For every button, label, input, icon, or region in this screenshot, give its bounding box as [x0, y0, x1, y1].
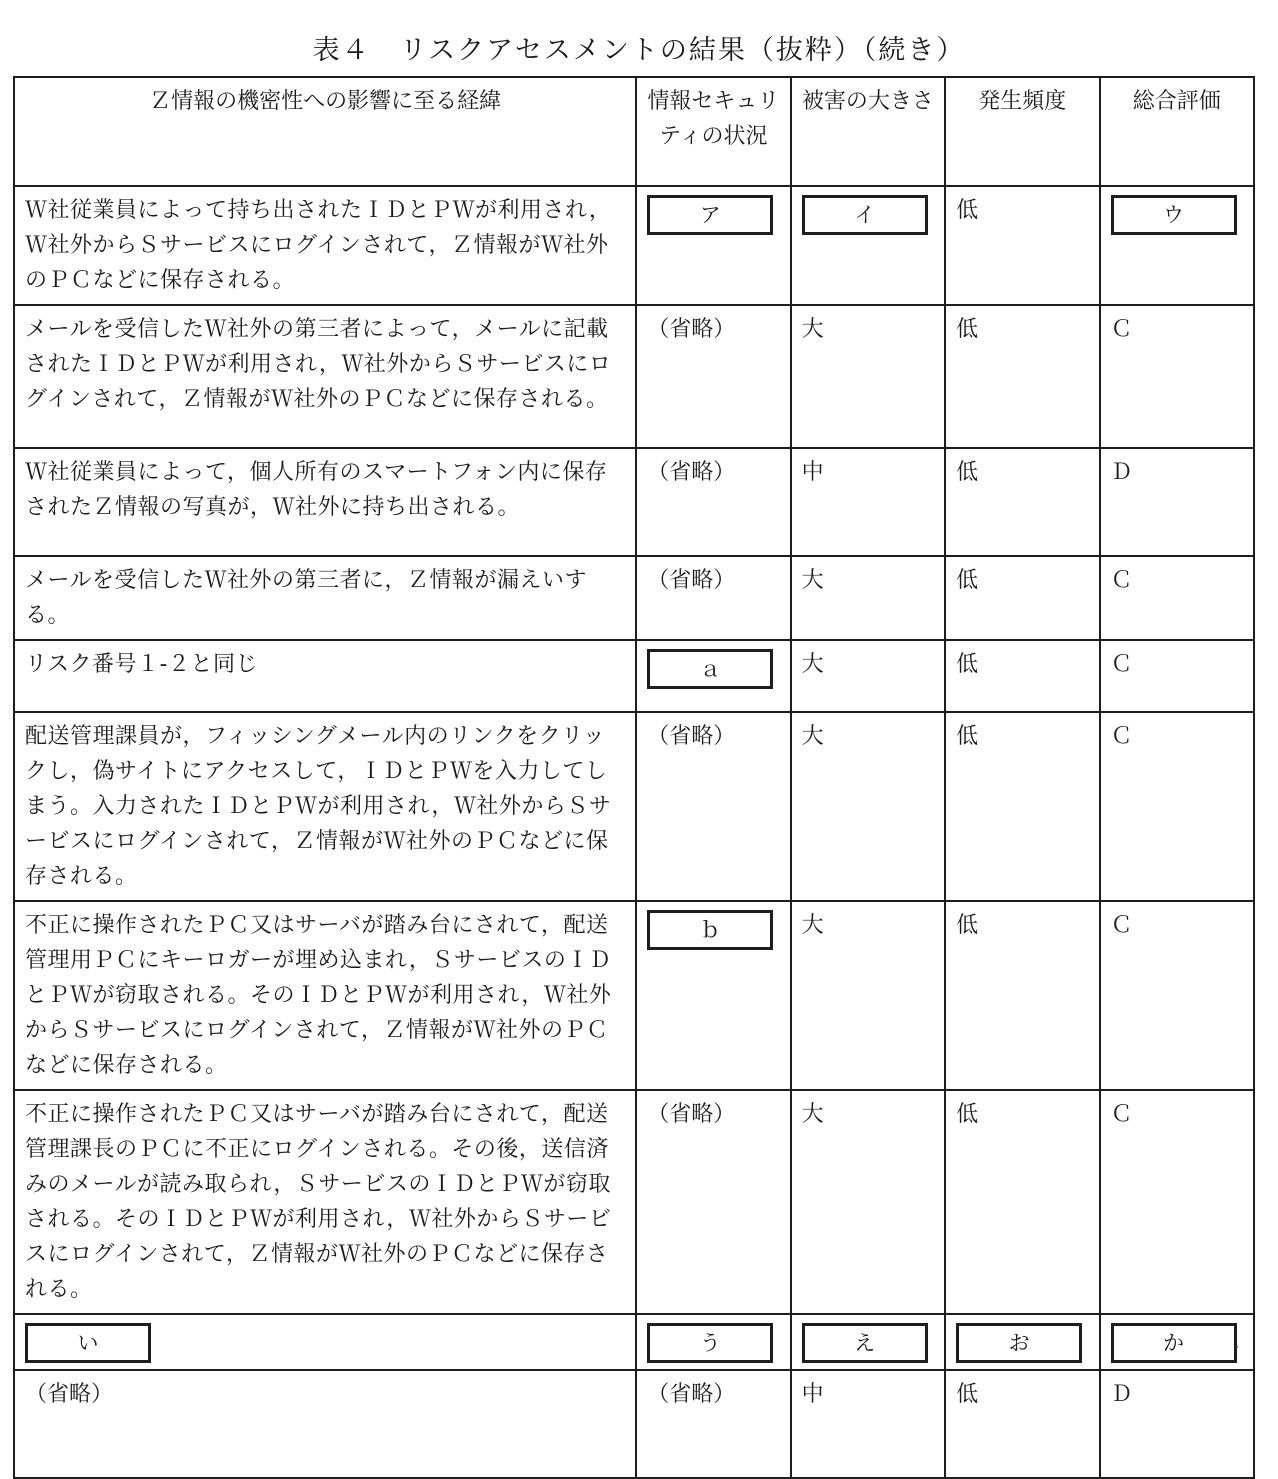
overall-cell: [1100, 186, 1255, 305]
table-row: [14, 1370, 1254, 1478]
frequency-cell: 低: [945, 448, 1099, 556]
status-cell: [636, 901, 790, 1090]
header-security-status: 情報セキュリティの状況: [636, 77, 790, 186]
answer-blank: お: [956, 1323, 1082, 1363]
frequency-cell: 低: [945, 1090, 1099, 1314]
status-cell: [636, 1314, 790, 1370]
table-row: [14, 448, 1254, 556]
table-row: [14, 640, 1254, 712]
frequency-cell: 低: [945, 556, 1099, 640]
status-cell: [636, 640, 790, 712]
overall-cell: Ｄ: [1100, 448, 1255, 556]
frequency-cell: 低: [945, 640, 1099, 712]
answer-blank: イ: [802, 195, 928, 235]
process-cell: [14, 1314, 636, 1370]
risk-assessment-table: [13, 76, 1255, 1479]
status-cell: （省略）: [636, 1090, 790, 1314]
status-cell: （省略）: [636, 305, 790, 448]
process-cell: （省略）: [14, 1370, 636, 1478]
answer-blank: え: [802, 1323, 928, 1363]
damage-cell: 大: [791, 901, 945, 1090]
overall-cell: Ｃ: [1100, 556, 1255, 640]
overall-cell: [1100, 1314, 1255, 1370]
answer-blank: う: [647, 1323, 773, 1363]
frequency-cell: 低: [945, 901, 1099, 1090]
process-cell: 不正に操作されたＰＣ又はサーバが踏み台にされて，配送管理課長のＰＣに不正にログインされる。その後，送信済みのメールが読み取られ，ＳサービスのＩＤとＰＷが窃取される。そのＩＤとＰＷが利用され，Ｗ社外からＳサービスにログインされて，Ｚ情報がＷ社外のＰＣなどに保存される。: [14, 1090, 636, 1314]
table-row: [14, 712, 1254, 901]
overall-cell: Ｃ: [1100, 712, 1255, 901]
process-cell: メールを受信したＷ社外の第三者によって，メールに記載されたＩＤとＰＷが利用され，Ｗ社外からＳサービスにログインされて，Ｚ情報がＷ社外のＰＣなどに保存される。: [14, 305, 636, 448]
process-cell: Ｗ社従業員によって持ち出されたＩＤとＰＷが利用され，Ｗ社外からＳサービスにログインされて，Ｚ情報がＷ社外のＰＣなどに保存される。: [14, 186, 636, 305]
answer-blank: ウ: [1111, 195, 1237, 235]
answer-blank: ｂ: [647, 910, 773, 950]
table-row: [14, 1090, 1254, 1314]
process-cell: Ｗ社従業員によって，個人所有のスマートフォン内に保存されたＺ情報の写真が，Ｗ社外に持ち出される。: [14, 448, 636, 556]
table-row: [14, 305, 1254, 448]
damage-cell: 大: [791, 1090, 945, 1314]
status-cell: [636, 186, 790, 305]
damage-cell: 大: [791, 556, 945, 640]
frequency-cell: 低: [945, 712, 1099, 901]
header-damage-size: 被害の大きさ: [791, 77, 945, 186]
answer-blank: ア: [647, 195, 773, 235]
frequency-cell: [945, 1314, 1099, 1370]
header-overall-rating: 総合評価: [1100, 77, 1255, 186]
table-row: [14, 1314, 1254, 1370]
answer-blank: い: [25, 1323, 151, 1363]
answer-blank: か: [1111, 1323, 1237, 1363]
damage-cell: 中: [791, 1370, 945, 1478]
process-cell: メールを受信したＷ社外の第三者に，Ｚ情報が漏えいする。: [14, 556, 636, 640]
frequency-cell: 低: [945, 186, 1099, 305]
damage-cell: 中: [791, 448, 945, 556]
damage-cell: [791, 186, 945, 305]
process-cell: リスク番号１-２と同じ: [14, 640, 636, 712]
table-row: [14, 556, 1254, 640]
overall-cell: Ｄ: [1100, 1370, 1255, 1478]
table-title: 表４ リスクアセスメントの結果（抜粋）（続き）: [312, 35, 966, 66]
status-cell: （省略）: [636, 712, 790, 901]
table-row: [14, 901, 1254, 1090]
process-cell: 不正に操作されたＰＣ又はサーバが踏み台にされて，配送管理用ＰＣにキーロガーが埋め込まれ，ＳサービスのＩＤとＰＷが窃取される。そのＩＤとＰＷが利用され，Ｗ社外からＳサービスにログインされて，Ｚ情報がＷ社外のＰＣなどに保存される。: [14, 901, 636, 1090]
frequency-cell: 低: [945, 305, 1099, 448]
damage-cell: 大: [791, 305, 945, 448]
overall-cell: Ｃ: [1100, 901, 1255, 1090]
overall-cell: Ｃ: [1100, 640, 1255, 712]
frequency-cell: 低: [945, 1370, 1099, 1478]
overall-cell: Ｃ: [1100, 1090, 1255, 1314]
table-row: [14, 186, 1254, 305]
overall-cell: Ｃ: [1100, 305, 1255, 448]
header-row: [14, 77, 1254, 186]
damage-cell: 大: [791, 712, 945, 901]
damage-cell: [791, 1314, 945, 1370]
process-cell: 配送管理課員が，フィッシングメール内のリンクをクリックし，偽サイトにアクセスして，ＩＤとＰＷを入力してしまう。入力されたＩＤとＰＷが利用され，Ｗ社外からＳサービスにログインされて，Ｚ情報がＷ社外のＰＣなどに保存される。: [14, 712, 636, 901]
header-process: Ｚ情報の機密性への影響に至る経緯: [14, 77, 636, 186]
header-frequency: 発生頻度: [945, 77, 1099, 186]
status-cell: （省略）: [636, 556, 790, 640]
scan-speck: [1236, 1346, 1238, 1348]
status-cell: （省略）: [636, 1370, 790, 1478]
status-cell: （省略）: [636, 448, 790, 556]
damage-cell: 大: [791, 640, 945, 712]
answer-blank: ａ: [647, 649, 773, 689]
